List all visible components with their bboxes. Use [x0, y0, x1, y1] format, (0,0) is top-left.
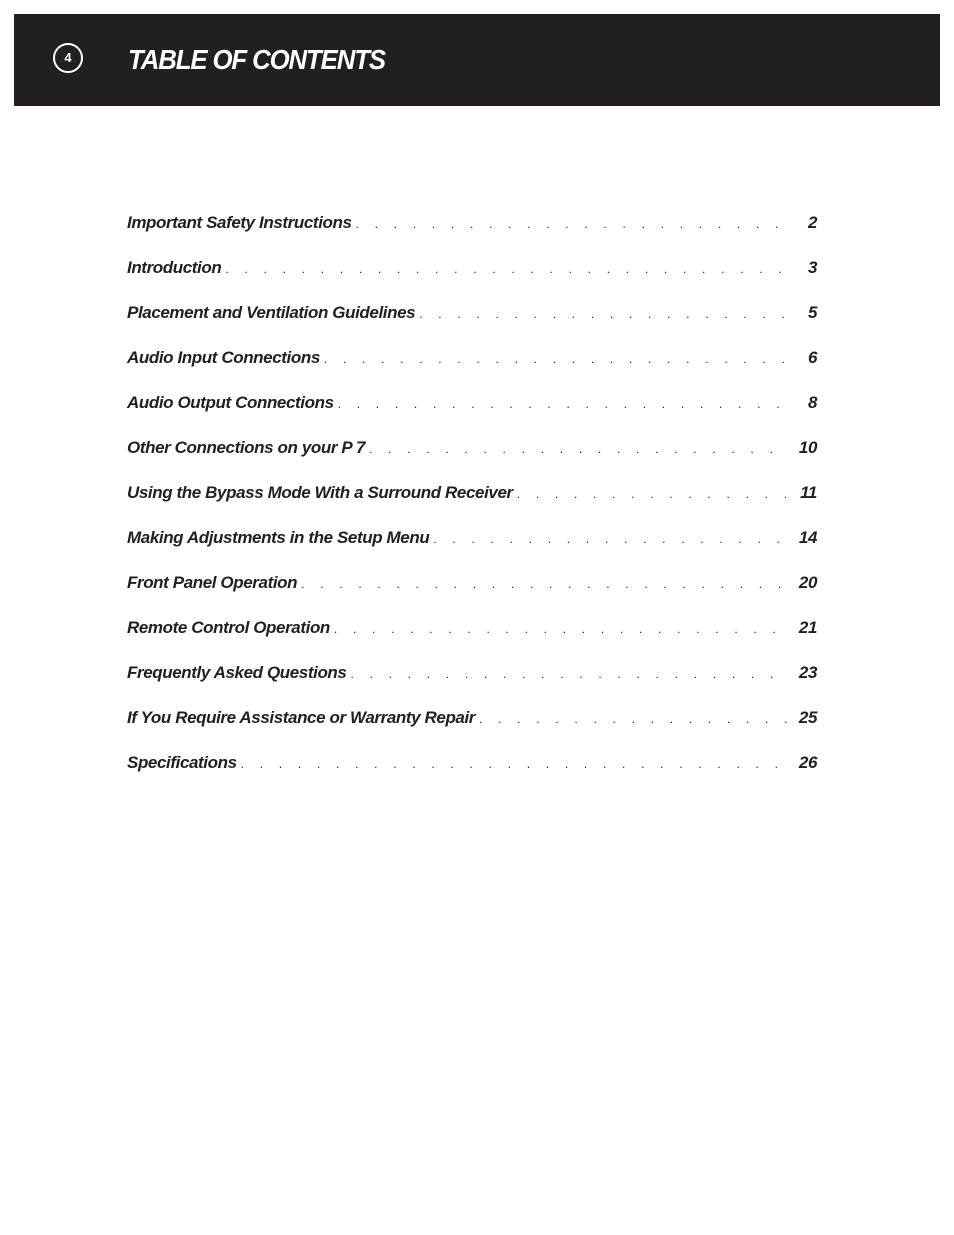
toc-entry-page: 3 — [807, 258, 817, 277]
header-bar — [14, 14, 940, 106]
toc-dot-leader — [225, 254, 789, 284]
toc-entry-page: 25 — [798, 708, 817, 727]
toc-entry-label: Front Panel Operation — [127, 573, 298, 592]
toc-entry-page: 20 — [798, 573, 817, 592]
toc-entry-label: Remote Control Operation — [127, 618, 330, 637]
toc-entry-page: 8 — [807, 393, 817, 412]
toc-entry-label: Placement and Ventilation Guidelines — [127, 303, 416, 322]
toc-entry[interactable] — [127, 703, 817, 748]
toc-entry-page: 14 — [798, 528, 817, 547]
toc-entry[interactable] — [127, 523, 817, 568]
toc-dot-leader — [241, 749, 789, 779]
toc-entry-page: 26 — [798, 753, 817, 772]
toc-dot-leader — [324, 344, 789, 374]
toc-entry-page: 6 — [807, 348, 817, 367]
toc-entry[interactable] — [127, 478, 817, 523]
table-of-contents — [127, 208, 817, 793]
toc-dot-leader — [301, 569, 789, 599]
toc-entry-label: Making Adjustments in the Setup Menu — [127, 528, 430, 547]
toc-entry[interactable] — [127, 253, 817, 298]
toc-entry-page: 10 — [798, 438, 817, 457]
toc-dot-leader — [479, 704, 789, 734]
toc-entry-page: 11 — [800, 483, 817, 502]
toc-entry-label: If You Require Assistance or Warranty Repair — [127, 708, 476, 727]
toc-entry[interactable] — [127, 433, 817, 478]
toc-dot-leader — [369, 434, 789, 464]
toc-dot-leader — [433, 524, 789, 554]
toc-entry-label: Important Safety Instructions — [127, 213, 352, 232]
toc-dot-leader — [350, 659, 789, 689]
toc-dot-leader — [419, 299, 789, 329]
toc-dot-leader — [334, 614, 789, 644]
toc-entry[interactable] — [127, 568, 817, 613]
toc-entry-label: Frequently Asked Questions — [127, 663, 347, 682]
toc-entry-label: Other Connections on your P 7 — [127, 438, 366, 457]
toc-dot-leader — [338, 389, 789, 419]
toc-entry[interactable] — [127, 388, 817, 433]
toc-entry[interactable] — [127, 208, 817, 253]
toc-entry[interactable] — [127, 613, 817, 658]
toc-entry-label: Using the Bypass Mode With a Surround Receiver — [127, 483, 513, 502]
toc-entry-page: 23 — [798, 663, 817, 682]
toc-entry-label: Specifications — [127, 753, 237, 772]
page-number-badge: 4 — [53, 43, 83, 73]
toc-entry[interactable] — [127, 298, 817, 343]
toc-entry[interactable] — [127, 343, 817, 388]
toc-entry-label: Audio Output Connections — [127, 393, 334, 412]
toc-entry-page: 5 — [807, 303, 817, 322]
toc-entry[interactable] — [127, 748, 817, 793]
toc-entry[interactable] — [127, 658, 817, 703]
toc-entry-label: Introduction — [127, 258, 222, 277]
page-title: TABLE OF CONTENTS — [128, 44, 385, 75]
toc-entry-label: Audio Input Connections — [127, 348, 320, 367]
toc-dot-leader — [356, 209, 789, 239]
toc-dot-leader — [517, 479, 789, 509]
toc-entry-page: 2 — [807, 213, 817, 232]
toc-entry-page: 21 — [798, 618, 817, 637]
